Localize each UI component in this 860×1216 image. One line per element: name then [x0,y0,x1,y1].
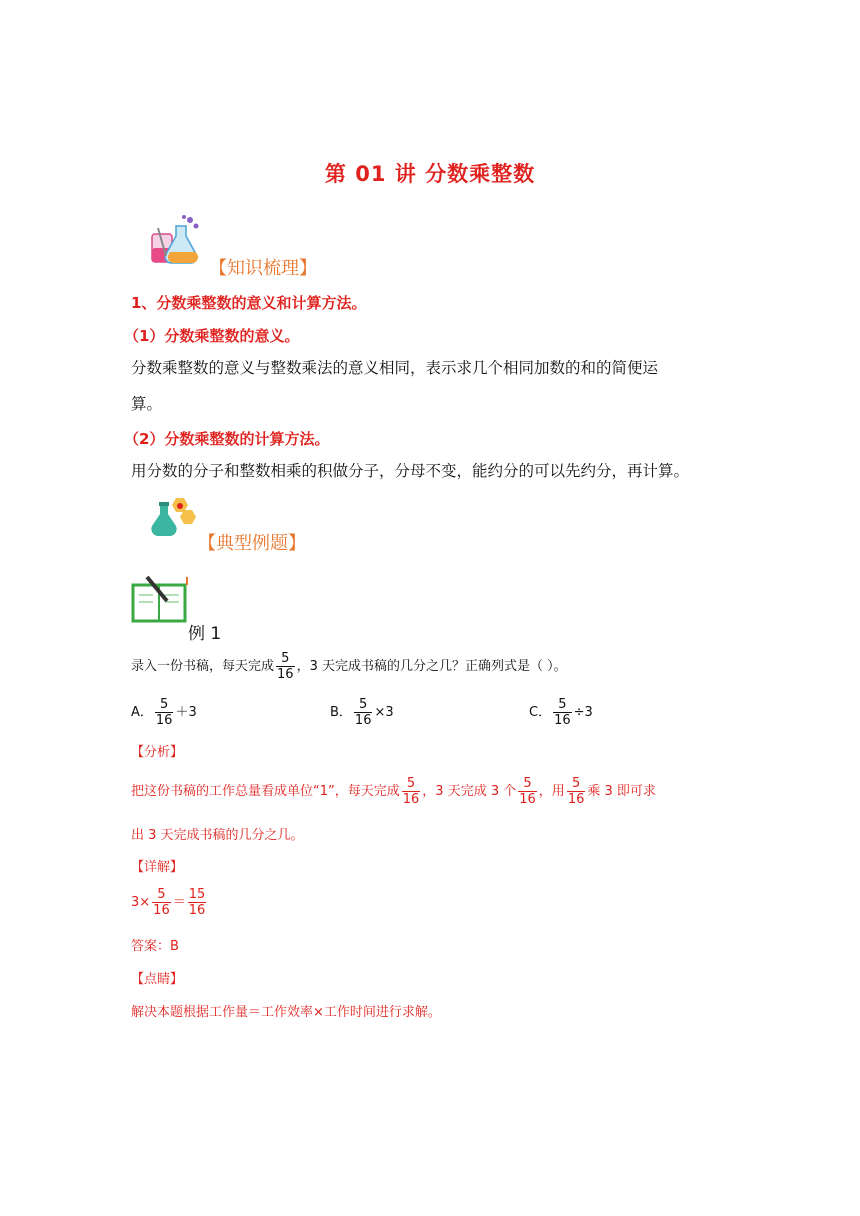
paragraph-meaning-line1: 分数乘整数的意义与整数乘法的意义相同，表示求几个相同加数的和的简便运 [131,359,659,377]
question-post: ，3 天完成书稿的几分之几？正确列式是（ ）。 [296,659,567,674]
knowledge-section-tag: 【知识梳理】 [209,258,317,279]
detail-tag: 【详解】 [131,860,184,875]
answer-text: 答案：B [131,939,179,954]
option-c: C． $\frac{5}{16}$ ÷3 [529,697,593,728]
paragraph-method: 用分数的分子和整数相乘的积做分子，分母不变，能约分的可以先约分，再计算。 [131,462,690,480]
subheading-meaning: （1）分数乘整数的意义。 [124,327,300,345]
examples-section-tag: 【典型例题】 [198,533,306,554]
question-fraction: $\frac{5}{16}$ [277,651,294,682]
option-b: B． $\frac{5}{16}$ ×3 [330,697,394,728]
question-pre: 录入一份书稿，每天完成 [131,659,275,674]
page-title: 第 01 讲 分数乘整数 [324,162,536,186]
analysis-tag: 【分析】 [131,745,184,760]
comment-tag: 【点睛】 [131,972,184,987]
knowledge-heading: 1、分数乘整数的意义和计算方法。 [131,294,367,312]
book-pencil-icon [131,575,191,623]
paragraph-meaning-line2: 算。 [131,395,163,413]
analysis-line1: 把这份书稿的工作总量看成单位“1”，每天完成 $\frac{5}{16}$ ，3 天完成 3 个 $\frac{5}{16}$ ，用 $\frac{5}{16}$ 乘 3 即可求 [131,776,656,807]
option-a: A． $\frac{5}{16}$ ＋3 [131,697,197,728]
flask-honeycomb-icon [146,496,196,540]
example-label: 例 1 [188,624,222,644]
comment-text: 解决本题根据工作量＝工作效率×工作时间进行求解。 [131,1005,441,1020]
detail-equation: 3× $\frac{5}{16}$ ＝ $\frac{15}{16}$ [131,887,206,918]
subheading-method: （2）分数乘整数的计算方法。 [124,430,330,448]
question-text [131,651,567,682]
flask-icon [146,212,202,270]
analysis-line2: 出 3 天完成书稿的几分之几。 [131,828,304,843]
